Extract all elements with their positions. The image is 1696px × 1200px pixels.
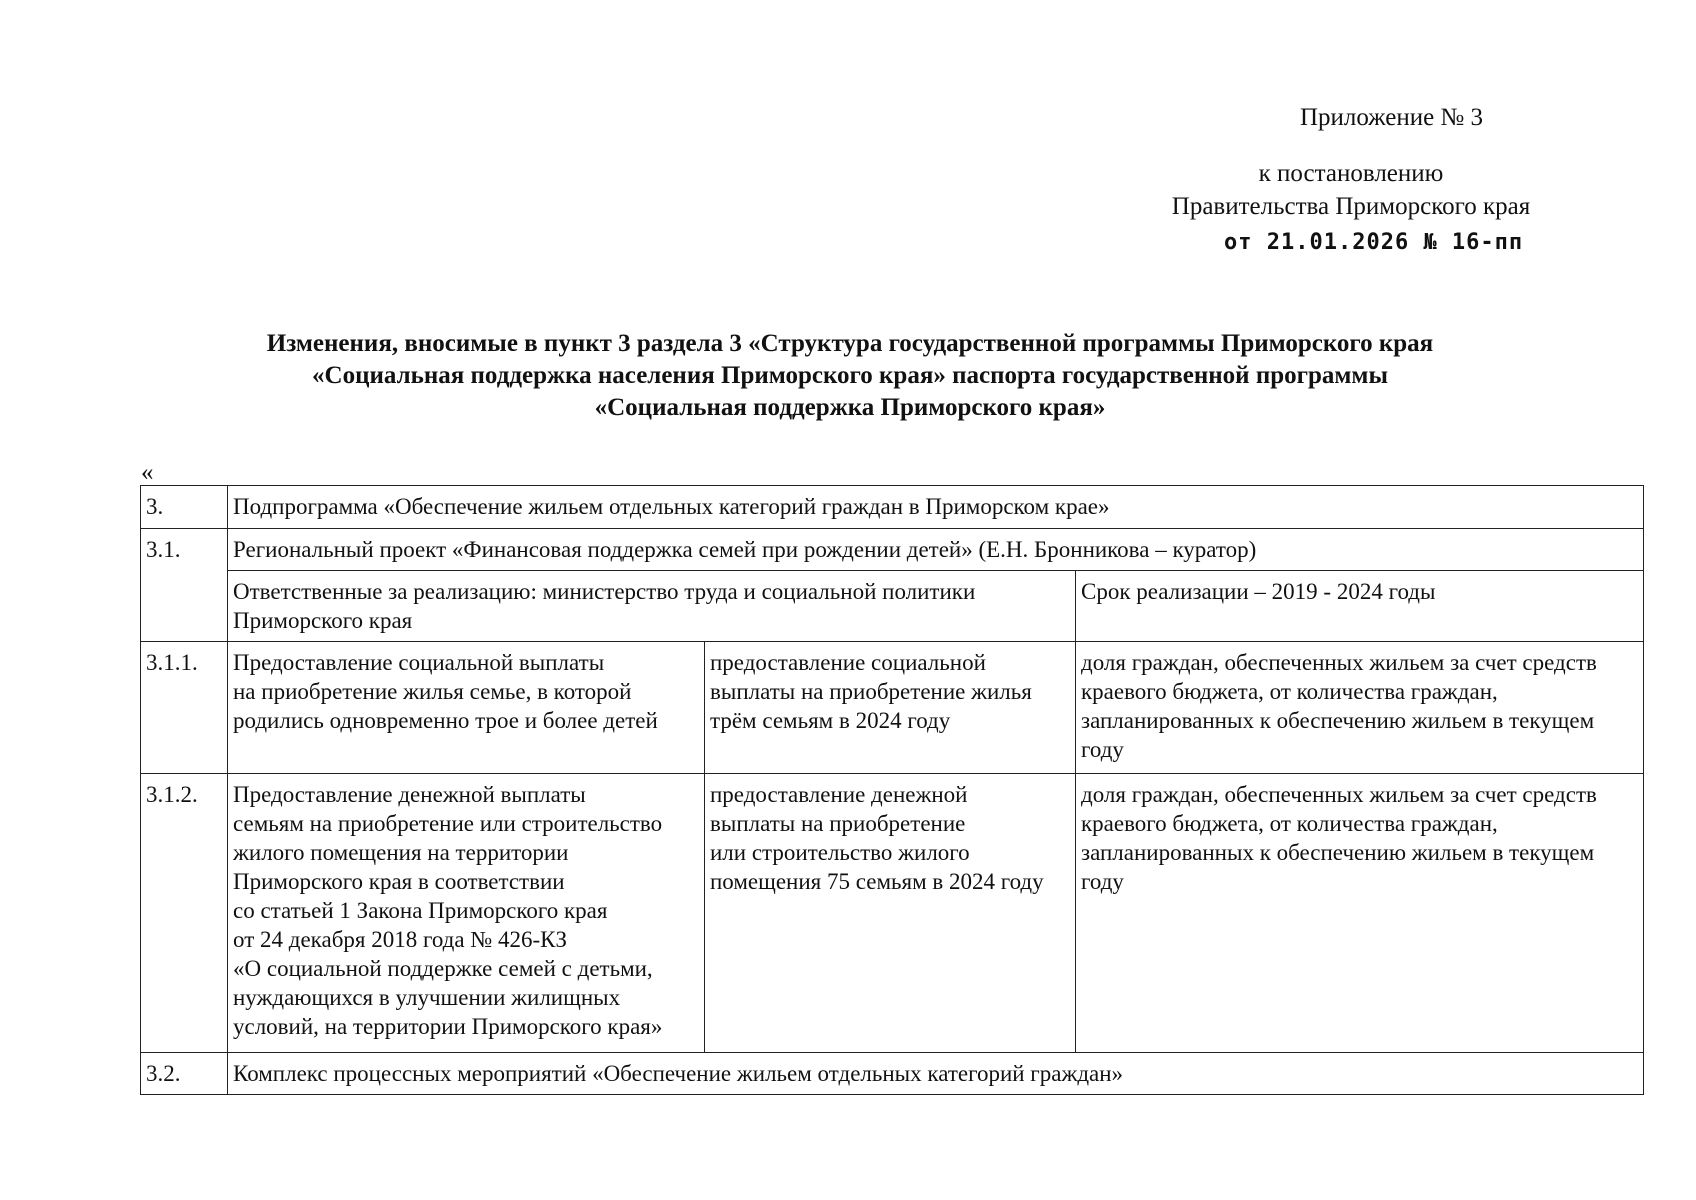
indicator-line: запланированных к обеспечению жильем в текущем	[1081, 708, 1595, 733]
opening-quote-mark: «	[141, 459, 154, 486]
task-line: нуждающихся в улучшении жилищных	[233, 985, 621, 1010]
subprogram-title: Подпрограмма «Обеспечение жильем отдельных категорий граждан в Приморском крае»	[228, 486, 1644, 529]
table-row	[141, 1053, 1644, 1095]
document-title	[80, 328, 1620, 424]
result-line: предоставление социальной	[710, 650, 986, 675]
resolution-date-stamp: от 21.01.2026 № 16-пп	[1224, 230, 1524, 255]
table-row	[141, 571, 1644, 642]
result-cell	[705, 774, 1076, 1053]
title-line-1: Изменения, вносимые в пункт 3 раздела 3 «Структура государственной программы Приморского края	[266, 330, 1434, 357]
result-line: помещения 75 семьям в 2024 году	[710, 869, 1044, 894]
row-number: 3.1.2.	[141, 774, 228, 1053]
table-row	[141, 486, 1644, 529]
task-line: Предоставление социальной выплаты	[233, 650, 605, 675]
task-line: на приобретение жилья семье, в которой	[233, 679, 632, 704]
result-line: выплаты на приобретение жилья	[710, 679, 1032, 704]
indicator-line: году	[1081, 737, 1124, 762]
task-line: Приморского края в соответствии	[233, 869, 565, 894]
row-number: 3.1.1.	[141, 642, 228, 774]
task-line: семьям на приобретение или строительство	[233, 811, 663, 836]
responsible-line-1: Ответственные за реализацию: министерство труда и социальной политики	[233, 579, 976, 604]
responsible-line-2: Приморского края	[233, 608, 413, 633]
table-row	[141, 529, 1644, 571]
row-number: 3.1.	[141, 529, 228, 642]
regional-project-title: Региональный проект «Финансовая поддержка семей при рождении детей» (Е.Н. Бронникова – куратор)	[228, 529, 1644, 571]
result-line: или строительство жилого	[710, 840, 970, 865]
task-line: «О социальной поддержке семей с детьми,	[233, 956, 653, 981]
table-row	[141, 642, 1644, 774]
result-line: предоставление денежной	[710, 782, 968, 807]
task-line: условий, на территории Приморского края»	[233, 1014, 663, 1039]
indicator-line: краевого бюджета, от количества граждан,	[1081, 679, 1498, 704]
process-complex-title: Комплекс процессных мероприятий «Обеспечение жильем отдельных категорий граждан»	[228, 1053, 1644, 1095]
task-line: от 24 декабря 2018 года № 426-КЗ	[233, 927, 568, 952]
title-line-3: «Социальная поддержка Приморского края»	[594, 394, 1106, 421]
indicator-line: году	[1081, 869, 1124, 894]
indicator-line: доля граждан, обеспеченных жильем за счет средств	[1081, 782, 1597, 807]
task-line: Предоставление денежной выплаты	[233, 782, 586, 807]
indicator-cell	[1076, 774, 1644, 1053]
table-row	[141, 774, 1644, 1053]
title-line-2: «Социальная поддержка населения Приморского края» паспорта государственной программы	[312, 362, 1388, 389]
result-line: трём семьям в 2024 году	[710, 708, 951, 733]
resolution-line-1: к постановлению	[1258, 160, 1444, 187]
implementation-term-cell: Срок реализации – 2019 - 2024 годы	[1076, 571, 1644, 642]
task-line: родились одновременно трое и более детей	[233, 708, 658, 733]
program-structure-table	[140, 485, 1644, 1095]
appendix-number: Приложение № 3	[1300, 104, 1484, 131]
row-number: 3.	[141, 486, 228, 529]
result-line: выплаты на приобретение	[710, 811, 966, 836]
result-cell	[705, 642, 1076, 774]
row-number: 3.2.	[141, 1053, 228, 1095]
indicator-cell	[1076, 642, 1644, 774]
task-line: со статьей 1 Закона Приморского края	[233, 898, 608, 923]
resolution-line-2: Правительства Приморского края	[1171, 193, 1531, 220]
task-cell	[228, 774, 705, 1053]
task-line: жилого помещения на территории	[233, 840, 569, 865]
indicator-line: краевого бюджета, от количества граждан,	[1081, 811, 1498, 836]
task-cell	[228, 642, 705, 774]
indicator-line: доля граждан, обеспеченных жильем за счет средств	[1081, 650, 1597, 675]
indicator-line: запланированных к обеспечению жильем в текущем	[1081, 840, 1595, 865]
resolution-reference	[1091, 157, 1611, 223]
responsible-cell	[228, 571, 1076, 642]
